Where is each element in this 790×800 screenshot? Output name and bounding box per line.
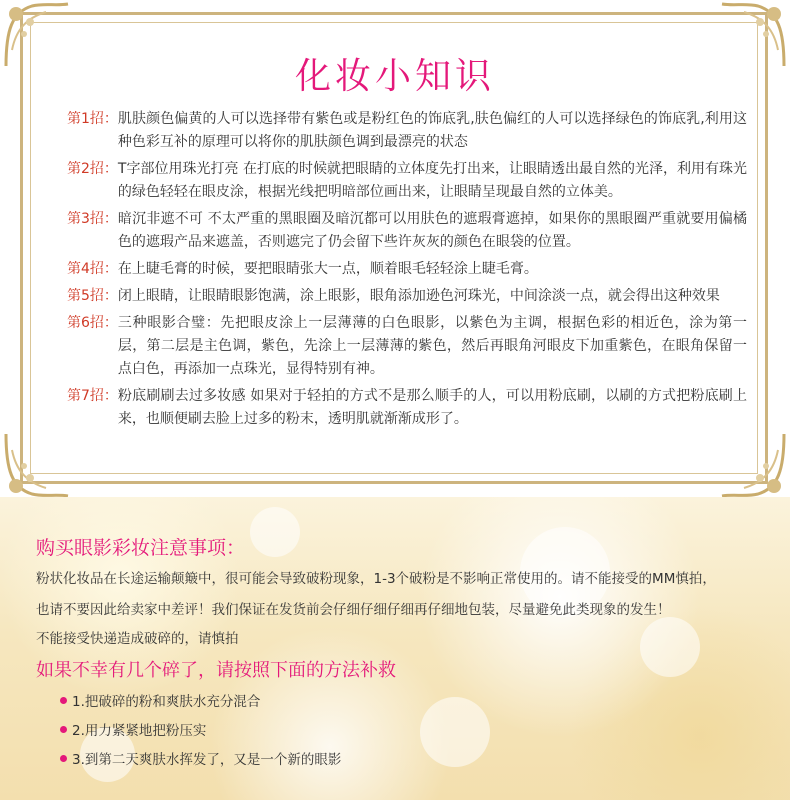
bullet-dot-icon [60, 755, 67, 762]
remedy-step-text: 1.把破碎的粉和爽肤水充分混合 [72, 694, 261, 710]
bokeh-decoration [640, 617, 700, 677]
page-title: 化妆小知识 [294, 56, 495, 97]
notice-paragraph: 粉状化妆品在长途运输颠簸中，很可能会导致破粉现象，1-3个破粉是不影响正常使用的。请不能接受的MM慎拍， [36, 571, 716, 587]
tips-list [67, 108, 747, 435]
tip-label: 第3招： [67, 211, 118, 227]
notice-title: 购买眼影彩妆注意事项： [36, 537, 246, 559]
tip-label: 第6招： [67, 315, 118, 331]
notice-paragraph: 不能接受快递造成破碎的，请慎拍 [36, 631, 239, 647]
remedy-title: 如果不幸有几个碎了，请按照下面的方法补救 [36, 660, 396, 681]
ornament-corner-icon [718, 430, 788, 500]
tip-item [67, 385, 747, 431]
bullet-dot-icon [60, 726, 67, 733]
remedy-step [60, 690, 260, 710]
notice-section [0, 497, 790, 800]
tip-text: 粉底刷刷去过多妆感 如果对于轻拍的方式不是那么顺手的人，可以用粉底刷，以刷的方式把粉底刷上来，也顺便刷去脸上过多的粉末，透明肌就渐渐成形了。 [117, 388, 747, 427]
remedy-step-text: 3.到第二天爽肤水挥发了，又是一个新的眼影 [72, 752, 342, 768]
ornament-corner-icon [2, 430, 72, 500]
tip-label: 第4招： [67, 261, 118, 277]
tip-item [67, 208, 747, 254]
remedy-step [60, 748, 341, 768]
remedy-step-text: 2.用力紧紧地把粉压实 [72, 723, 207, 739]
bokeh-decoration [420, 697, 490, 767]
tip-label: 第5招： [67, 288, 118, 304]
tip-item [67, 158, 747, 204]
tip-item [67, 258, 747, 281]
remedy-step [60, 719, 206, 739]
bullet-dot-icon [60, 697, 67, 704]
notice-paragraph: 也请不要因此给卖家中差评！我们保证在发货前会仔细仔细仔细再仔细地包装，尽量避免此类现象的发生！ [36, 602, 671, 618]
tip-item [67, 312, 747, 381]
tip-item [67, 108, 747, 154]
tip-text: 三种眼影合璧：先把眼皮涂上一层薄薄的白色眼影，以紫色为主调，根据色彩的相近色，涂为第一层，第二层是主色调，紫色，先涂上一层薄薄的紫色，然后再眼角河眼皮下加重紫色，在眼角保留一点白色，再添加一点珠光，显得特别有神。 [117, 315, 747, 377]
tip-label: 第7招： [67, 388, 118, 404]
tip-label: 第1招： [67, 111, 118, 127]
bokeh-decoration [250, 507, 300, 557]
tip-text: 肌肤颜色偏黄的人可以选择带有紫色或是粉红色的饰底乳,肤色偏红的人可以选择绿色的饰底乳,利用这种色彩互补的原理可以将你的肌肤颜色调到最漂亮的状态 [117, 111, 747, 150]
tip-text: 闭上眼睛，让眼睛眼影饱满，涂上眼影，眼角添加逊色河珠光，中间涂淡一点，就会得出这种效果 [117, 288, 720, 304]
tip-text: 在上睫毛膏的时候，要把眼睛张大一点，顺着眼毛轻轻涂上睫毛膏。 [117, 261, 538, 277]
tip-text: 暗沉非遮不可 不太严重的黑眼圈及暗沉都可以用肤色的遮瑕膏遮掉，如果你的黑眼圈严重就要用偏橘色的遮瑕产品来遮盖，否则遮完了仍会留下些许灰灰的颜色在眼袋的位置。 [117, 211, 747, 250]
tip-label: 第2招： [67, 161, 118, 177]
tip-text: T字部位用珠光打亮 在打底的时候就把眼睛的立体度先打出来，让眼睛透出最自然的光泽，利用有珠光的绿色轻轻在眼皮涂，根据光线把明暗部位画出来，让眼睛呈现最自然的立体美。 [117, 161, 747, 200]
tip-item [67, 285, 747, 308]
